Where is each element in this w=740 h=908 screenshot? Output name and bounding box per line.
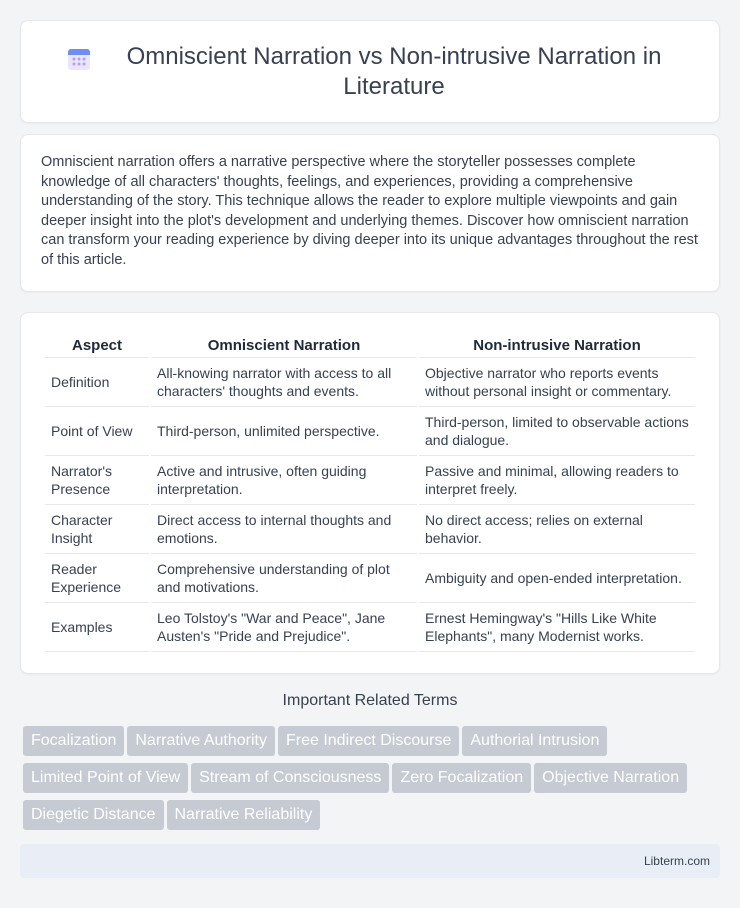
header-non-intrusive: Non-intrusive Narration <box>419 331 695 358</box>
tag-limited-point-of-view[interactable]: Limited Point of View <box>23 763 188 793</box>
related-terms-title: Important Related Terms <box>282 692 458 709</box>
cell-omniscient: Third-person, unlimited perspective. <box>151 407 417 456</box>
title-wrap <box>66 42 674 102</box>
cell-non-intrusive: Passive and minimal, allowing readers to interpret freely. <box>419 456 695 505</box>
tag-narrative-authority[interactable]: Narrative Authority <box>127 726 275 756</box>
cell-aspect: Reader Experience <box>45 554 149 603</box>
related-terms-list <box>23 726 723 837</box>
tag-authorial-intrusion[interactable]: Authorial Intrusion <box>462 726 607 756</box>
cell-non-intrusive: No direct access; relies on external behavior. <box>419 505 695 554</box>
cell-omniscient: Leo Tolstoy's "War and Peace", Jane Austen's "Pride and Prejudice". <box>151 603 417 652</box>
tag-diegetic-distance[interactable]: Diegetic Distance <box>23 800 164 830</box>
intro-text: Omniscient narration offers a narrative perspective where the storyteller possesses complete knowledge of all characters' thoughts, feelings, and experiences, providing a comprehensive understanding of the story. This technique allows the reader to explore multiple viewpoints and gain deeper insight into the plot's development and underlying themes. Discover how omniscient narration can transform your reading experience by diving deeper into its unique advantages throughout the rest of this article. <box>41 154 698 268</box>
table-row <box>45 407 695 456</box>
table-row <box>45 505 695 554</box>
cell-aspect: Character Insight <box>45 505 149 554</box>
page-title: Omniscient Narration vs Non-intrusive Narration in Literature <box>126 42 662 100</box>
table-row <box>45 358 695 407</box>
cell-omniscient: Active and intrusive, often guiding interpretation. <box>151 456 417 505</box>
cell-non-intrusive: Ambiguity and open-ended interpretation. <box>419 554 695 603</box>
cell-omniscient: Direct access to internal thoughts and emotions. <box>151 505 417 554</box>
calendar-icon <box>66 46 92 72</box>
comparison-table <box>43 331 697 652</box>
table-row <box>45 603 695 652</box>
intro-card <box>20 134 720 292</box>
tag-narrative-reliability[interactable]: Narrative Reliability <box>167 800 321 830</box>
table-header-row <box>45 331 695 358</box>
cell-omniscient: All-knowing narrator with access to all characters' thoughts and events. <box>151 358 417 407</box>
table-row <box>45 456 695 505</box>
tag-objective-narration[interactable]: Objective Narration <box>534 763 687 793</box>
cell-omniscient: Comprehensive understanding of plot and motivations. <box>151 554 417 603</box>
comparison-table-card <box>20 312 720 674</box>
table-row <box>45 554 695 603</box>
footer <box>20 844 720 878</box>
cell-aspect: Narrator's Presence <box>45 456 149 505</box>
cell-aspect: Examples <box>45 603 149 652</box>
header-omniscient: Omniscient Narration <box>151 331 417 358</box>
tag-focalization[interactable]: Focalization <box>23 726 124 756</box>
tag-free-indirect-discourse[interactable]: Free Indirect Discourse <box>278 726 459 756</box>
tag-zero-focalization[interactable]: Zero Focalization <box>392 763 531 793</box>
header-card <box>20 20 720 123</box>
tag-stream-of-consciousness[interactable]: Stream of Consciousness <box>191 763 389 793</box>
cell-non-intrusive: Third-person, limited to observable actions and dialogue. <box>419 407 695 456</box>
cell-aspect: Point of View <box>45 407 149 456</box>
footer-brand[interactable]: Libterm.com <box>643 854 710 868</box>
cell-non-intrusive: Ernest Hemingway's "Hills Like White Elephants", many Modernist works. <box>419 603 695 652</box>
cell-non-intrusive: Objective narrator who reports events without personal insight or commentary. <box>419 358 695 407</box>
header-aspect: Aspect <box>45 331 149 358</box>
cell-aspect: Definition <box>45 358 149 407</box>
